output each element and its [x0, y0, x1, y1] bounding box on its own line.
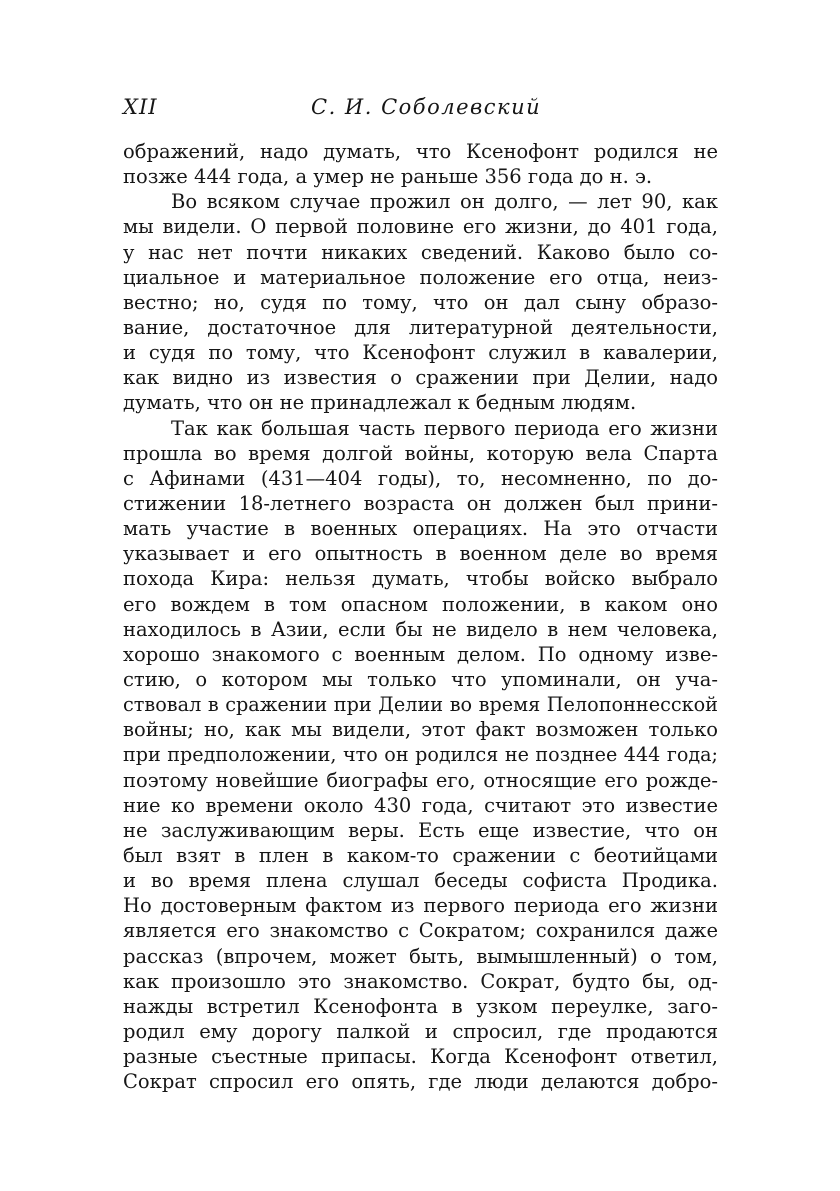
text-line: и судя по тому, что Ксенофонт служил в кавалерии, — [123, 341, 718, 365]
running-head-author: С. И. Соболевский — [311, 95, 542, 119]
text-line: является его знакомство с Сократом; сохранился даже — [123, 919, 718, 943]
text-line: как видно из известия о сражении при Делии, надо — [123, 366, 718, 390]
text-line: поэтому новейшие биографы его, относящие его рожде- — [123, 768, 718, 792]
text-line: рассказ (впрочем, может быть, вымышленный) о том, — [123, 944, 718, 968]
body-text — [123, 139, 718, 1094]
running-head — [123, 92, 718, 122]
text-line: находилось в Азии, если бы не видело в нем человека, — [123, 617, 718, 641]
text-line: при предположении, что он родился не позднее 444 года; — [123, 743, 718, 767]
text-line: и во время плена слушал беседы софиста Продика. — [123, 869, 718, 893]
text-line: ображений, надо думать, что Ксенофонт родился не — [123, 140, 718, 163]
text-line: не заслуживающим веры. Есть еще известие, что он — [123, 818, 718, 842]
text-line: хорошо знакомого с военным делом. По одному изве- — [123, 642, 718, 666]
text-line: войны; но, как мы видели, этот факт возможен только — [123, 718, 718, 742]
text-line: прошла во время долгой войны, которую вела Спарта — [123, 441, 718, 465]
text-line: разные съестные припасы. Когда Ксенофонт ответил, — [123, 1045, 718, 1069]
text-line: его вождем в том опасном положении, в каком оно — [123, 592, 718, 616]
text-line: мать участие в военных операциях. На это отчасти — [123, 517, 718, 541]
text-line: Так как большая часть первого периода его жизни — [171, 416, 718, 440]
text-line: вание, достаточное для литературной деятельности, — [123, 315, 718, 339]
text-line: как произошло это знакомство. Сократ, будто бы, од- — [123, 969, 718, 993]
text-line: ствовал в сражении при Делии во время Пелопоннесской — [123, 693, 718, 717]
text-line: думать, что он не принадлежал к бедным людям. — [123, 391, 637, 415]
text-line: ние ко времени около 430 года, считают это известие — [123, 793, 718, 817]
text-line: был взят в плен в каком-то сражении с беотийцами — [123, 843, 718, 867]
text-line: Но достоверным фактом из первого периода его жизни — [123, 894, 718, 918]
text-line: стижении 18-летнего возраста он должен был прини- — [123, 491, 718, 515]
text-line: с Афинами (431—404 годы), то, несомненно, по до- — [123, 466, 718, 490]
text-line: позже 444 года, а умер не раньше 356 года до н. э. — [123, 165, 653, 189]
text-line: родил ему дорогу палкой и спросил, где продаются — [123, 1019, 718, 1043]
text-line: похода Кира: нельзя думать, чтобы войско выбрало — [123, 567, 718, 591]
text-line: вестно; но, судя по тому, что он дал сыну образо- — [123, 290, 718, 314]
text-line: нажды встретил Ксенофонта в узком переулке, загo- — [123, 994, 718, 1018]
text-line: Во всяком случае прожил он долго, — лет 90, как — [171, 190, 718, 214]
text-line: мы видели. О первой половине его жизни, до 401 года, — [123, 215, 718, 239]
text-line: стию, о котором мы только что упоминали, он уча- — [123, 667, 718, 691]
page-number: XII — [123, 95, 158, 119]
text-line: указывает и его опытность в военном деле во время — [123, 542, 718, 566]
text-line: Сократ спросил его опять, где люди делаются добро- — [123, 1070, 718, 1094]
text-line: у нас нет почти никаких сведений. Каково было со- — [123, 240, 718, 264]
text-line: циальное и материальное положение его отца, неиз- — [123, 265, 718, 289]
